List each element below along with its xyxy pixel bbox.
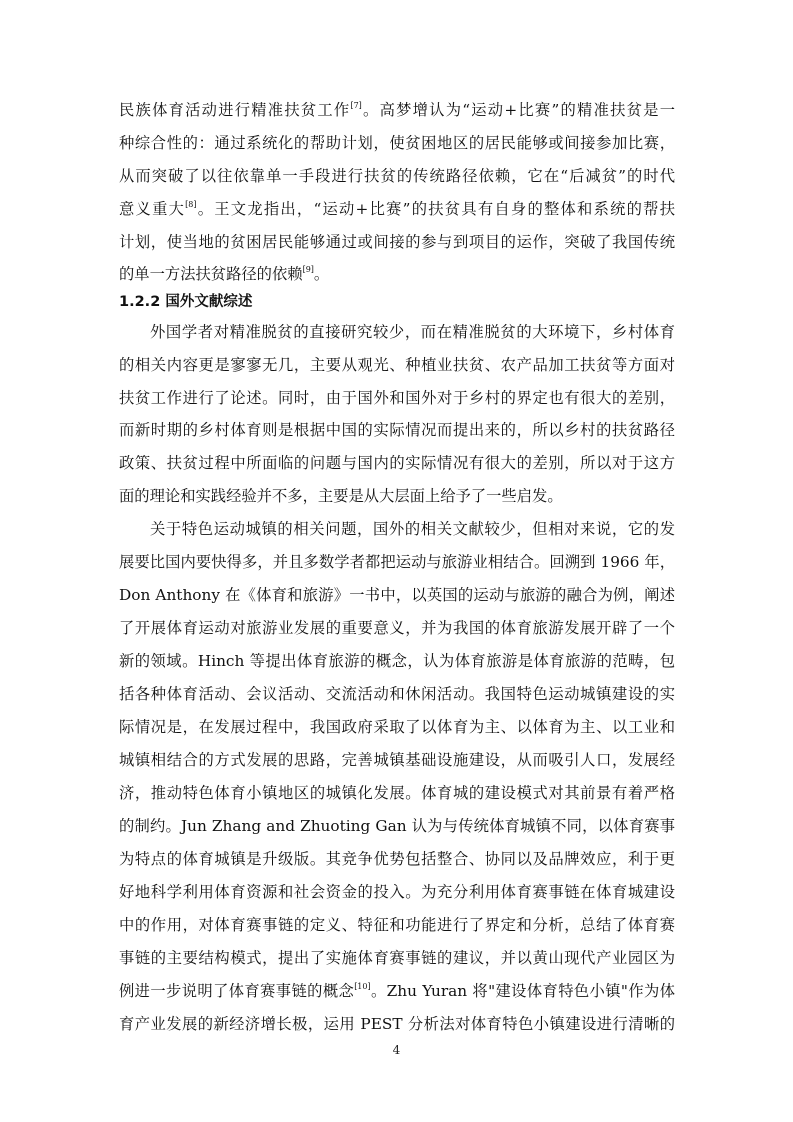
text-line: 的相关内容更是寥寥无几，主要从观光、种植业扶贫、农产品加工扶贫等方面对 — [119, 356, 675, 374]
text-line: 而新时期的乡村体育则是根据中国的实际情况而提出来的，所以乡村的扶贫路径 — [119, 421, 675, 439]
text-line: 从而突破了以往依靠单一手段进行扶贫的传统路径依赖，它在“后减贫”的时代 — [119, 167, 675, 185]
page-number: 4 — [392, 1043, 401, 1057]
text-line: 际情况是，在发展过程中，我国政府采取了以体育为主、以体育为主、以工业和 — [119, 718, 675, 736]
text-line: Don Anthony 在《体育和旅游》一书中，以英国的运动与旅游的融合为例，阐述 — [119, 586, 675, 604]
text-line: 外国学者对精准脱贫的直接研究较少，而在精准脱贫的大环境下，乡村体育 — [150, 323, 675, 341]
text-line: 展要比国内要快得多，并且多数学者都把运动与旅游业相结合。回溯到 1966 年， — [119, 553, 675, 571]
text-line: 扶贫工作进行了论述。同时，由于国外和国外对于乡村的界定也有很大的差别， — [119, 389, 675, 407]
text-line: 意义重大[8]。王文龙指出，“运动+比赛”的扶贫具有自身的整体和系统的帮扶 — [119, 200, 675, 218]
text-line: 的制约。Jun Zhang and Zhuoting Gan 认为与传统体育城镇不同，以体育赛事 — [119, 817, 675, 835]
citation: [9] — [302, 265, 314, 274]
text-line: 种综合性的：通过系统化的帮助计划，使贫困地区的居民能够或间接参加比赛， — [119, 134, 675, 152]
text-line: 括各种体育活动、会议活动、交流活动和休闲活动。我国特色运动城镇建设的实 — [119, 685, 675, 703]
text-line: 了开展体育运动对旅游业发展的重要意义，并为我国的体育旅游发展开辟了一个 — [119, 619, 675, 637]
text-line: 面的理论和实践经验并不多，主要是从大层面上给予了一些启发。 — [119, 487, 563, 505]
text-line: 政策、扶贫过程中所面临的问题与国内的实际情况有很大的差别，所以对于这方 — [119, 454, 675, 472]
text-line: 民族体育活动进行精准扶贫工作[7]。高梦增认为“运动+比赛”的精准扶贫是一 — [119, 101, 675, 119]
text-line: 事链的主要结构模式，提出了实施体育赛事链的建议，并以黄山现代产业园区为 — [119, 949, 675, 967]
citation: [7] — [350, 101, 362, 110]
text-line: 中的作用，对体育赛事链的定义、特征和功能进行了界定和分析，总结了体育赛 — [119, 916, 675, 934]
text-line: 好地科学利用体育资源和社会资金的投入。为充分利用体育赛事链在体育城建设 — [119, 883, 675, 901]
text-line: 新的领域。Hinch 等提出体育旅游的概念，认为体育旅游是体育旅游的范畴，包 — [119, 652, 675, 670]
text-line: 计划，使当地的贫困居民能够通过或间接的参与到项目的运作，突破了我国传统 — [119, 233, 675, 251]
text-line: 关于特色运动城镇的相关问题，国外的相关文献较少，但相对来说，它的发 — [150, 520, 675, 538]
citation: [8] — [185, 200, 197, 209]
text-line: 济，推动特色体育小镇地区的城镇化发展。体育城的建设模式对其前景有着严格 — [119, 784, 675, 802]
text-line: 育产业发展的新经济增长极，运用 PEST 分析法对体育特色小镇建设进行清晰的 — [119, 1015, 675, 1033]
text-line: 城镇相结合的方式发展的思路，完善城镇基础设施建设，从而吸引人口，发展经 — [119, 751, 675, 769]
section-heading: 1.2.2 国外文献综述 — [119, 294, 253, 310]
text-line: 例进一步说明了体育赛事链的概念[10]。Zhu Yuran 将"建设体育特色小镇"作为体 — [119, 982, 675, 1000]
citation: [10] — [354, 982, 371, 991]
text-line: 为特点的体育城镇是升级版。其竞争优势包括整合、协同以及品牌效应，利于更 — [119, 850, 675, 868]
text-line: 的单一方法扶贫路径的依赖[9]。 — [119, 265, 330, 283]
